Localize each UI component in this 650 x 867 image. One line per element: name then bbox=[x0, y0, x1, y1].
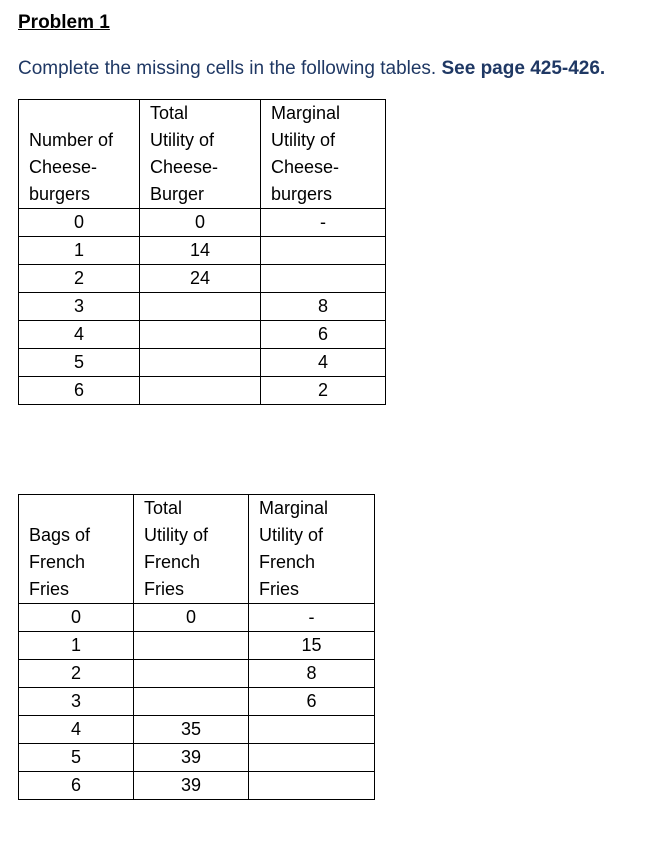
table-row bbox=[19, 209, 386, 237]
quantity-cell: 6 bbox=[19, 377, 140, 405]
table-row bbox=[19, 377, 386, 405]
header-line: Marginal bbox=[271, 103, 341, 123]
header-line: French bbox=[29, 552, 86, 572]
total-utility-cell bbox=[134, 660, 249, 688]
table-row bbox=[19, 293, 386, 321]
header-marginal-utility-cheeseburgers bbox=[261, 100, 386, 209]
table-row bbox=[19, 632, 375, 660]
total-utility-cell: 14 bbox=[140, 237, 261, 265]
total-utility-cell: 35 bbox=[134, 716, 249, 744]
header-line: Cheese- bbox=[150, 157, 219, 177]
total-utility-cell: 24 bbox=[140, 265, 261, 293]
quantity-cell: 5 bbox=[19, 349, 140, 377]
total-utility-cell: 39 bbox=[134, 772, 249, 800]
header-line: Utility of bbox=[144, 525, 209, 545]
quantity-cell: 4 bbox=[19, 321, 140, 349]
marginal-utility-cell: 6 bbox=[249, 688, 375, 716]
total-utility-cell: 0 bbox=[134, 604, 249, 632]
total-utility-cell: 39 bbox=[134, 744, 249, 772]
quantity-cell: 4 bbox=[19, 716, 134, 744]
table-row bbox=[19, 688, 375, 716]
table-header-row bbox=[19, 100, 386, 209]
quantity-cell: 0 bbox=[19, 604, 134, 632]
header-line: Fries bbox=[144, 579, 184, 599]
table-row bbox=[19, 772, 375, 800]
table-row bbox=[19, 604, 375, 632]
cheeseburger-utility-table bbox=[18, 99, 386, 405]
marginal-utility-cell: 8 bbox=[249, 660, 375, 688]
header-line: Total bbox=[150, 103, 189, 123]
header-line: Cheese- bbox=[271, 157, 340, 177]
header-line: Bags of bbox=[29, 525, 91, 545]
header-line: Utility of bbox=[259, 525, 324, 545]
quantity-cell: 2 bbox=[19, 660, 134, 688]
quantity-cell: 1 bbox=[19, 632, 134, 660]
header-line: Marginal bbox=[259, 498, 329, 518]
total-utility-cell bbox=[134, 632, 249, 660]
header-line: Burger bbox=[150, 184, 205, 204]
page-reference: See page 425-426. bbox=[441, 58, 606, 79]
quantity-cell: 6 bbox=[19, 772, 134, 800]
marginal-utility-cell bbox=[261, 265, 386, 293]
marginal-utility-cell bbox=[249, 716, 375, 744]
marginal-utility-cell: 15 bbox=[249, 632, 375, 660]
table-row bbox=[19, 321, 386, 349]
header-line: burgers bbox=[29, 184, 91, 204]
marginal-utility-cell bbox=[249, 744, 375, 772]
french-fries-utility-table bbox=[18, 494, 375, 800]
table-header-row bbox=[19, 495, 375, 604]
header-line: Number of bbox=[29, 130, 114, 150]
quantity-cell: 0 bbox=[19, 209, 140, 237]
marginal-utility-cell: - bbox=[261, 209, 386, 237]
table-row bbox=[19, 744, 375, 772]
problem-title: Problem 1 bbox=[18, 12, 110, 33]
total-utility-cell bbox=[140, 349, 261, 377]
total-utility-cell bbox=[134, 688, 249, 716]
marginal-utility-cell: 6 bbox=[261, 321, 386, 349]
marginal-utility-cell: - bbox=[249, 604, 375, 632]
table-row bbox=[19, 349, 386, 377]
header-line: French bbox=[259, 552, 316, 572]
header-marginal-utility-french-fries bbox=[249, 495, 375, 604]
quantity-cell: 1 bbox=[19, 237, 140, 265]
marginal-utility-cell bbox=[249, 772, 375, 800]
table-row bbox=[19, 660, 375, 688]
header-line: Cheese- bbox=[29, 157, 98, 177]
table-row bbox=[19, 716, 375, 744]
header-total-utility-french-fries bbox=[134, 495, 249, 604]
marginal-utility-cell bbox=[261, 237, 386, 265]
quantity-cell: 3 bbox=[19, 688, 134, 716]
table-row bbox=[19, 237, 386, 265]
header-line: French bbox=[144, 552, 201, 572]
header-bags-of-french-fries bbox=[19, 495, 134, 604]
table-row bbox=[19, 265, 386, 293]
instruction-text bbox=[18, 57, 605, 81]
marginal-utility-cell: 2 bbox=[261, 377, 386, 405]
total-utility-cell bbox=[140, 377, 261, 405]
header-number-of-cheeseburgers bbox=[19, 100, 140, 209]
quantity-cell: 5 bbox=[19, 744, 134, 772]
total-utility-cell bbox=[140, 293, 261, 321]
header-line: Total bbox=[144, 498, 183, 518]
instruction-lead: Complete the missing cells in the following tables. bbox=[18, 58, 442, 79]
header-line: Fries bbox=[259, 579, 299, 599]
total-utility-cell: 0 bbox=[140, 209, 261, 237]
header-total-utility-cheeseburger bbox=[140, 100, 261, 209]
header-line: burgers bbox=[271, 184, 333, 204]
header-line: Utility of bbox=[150, 130, 215, 150]
header-line: Utility of bbox=[271, 130, 336, 150]
marginal-utility-cell: 8 bbox=[261, 293, 386, 321]
header-line: Fries bbox=[29, 579, 69, 599]
quantity-cell: 2 bbox=[19, 265, 140, 293]
quantity-cell: 3 bbox=[19, 293, 140, 321]
marginal-utility-cell: 4 bbox=[261, 349, 386, 377]
total-utility-cell bbox=[140, 321, 261, 349]
